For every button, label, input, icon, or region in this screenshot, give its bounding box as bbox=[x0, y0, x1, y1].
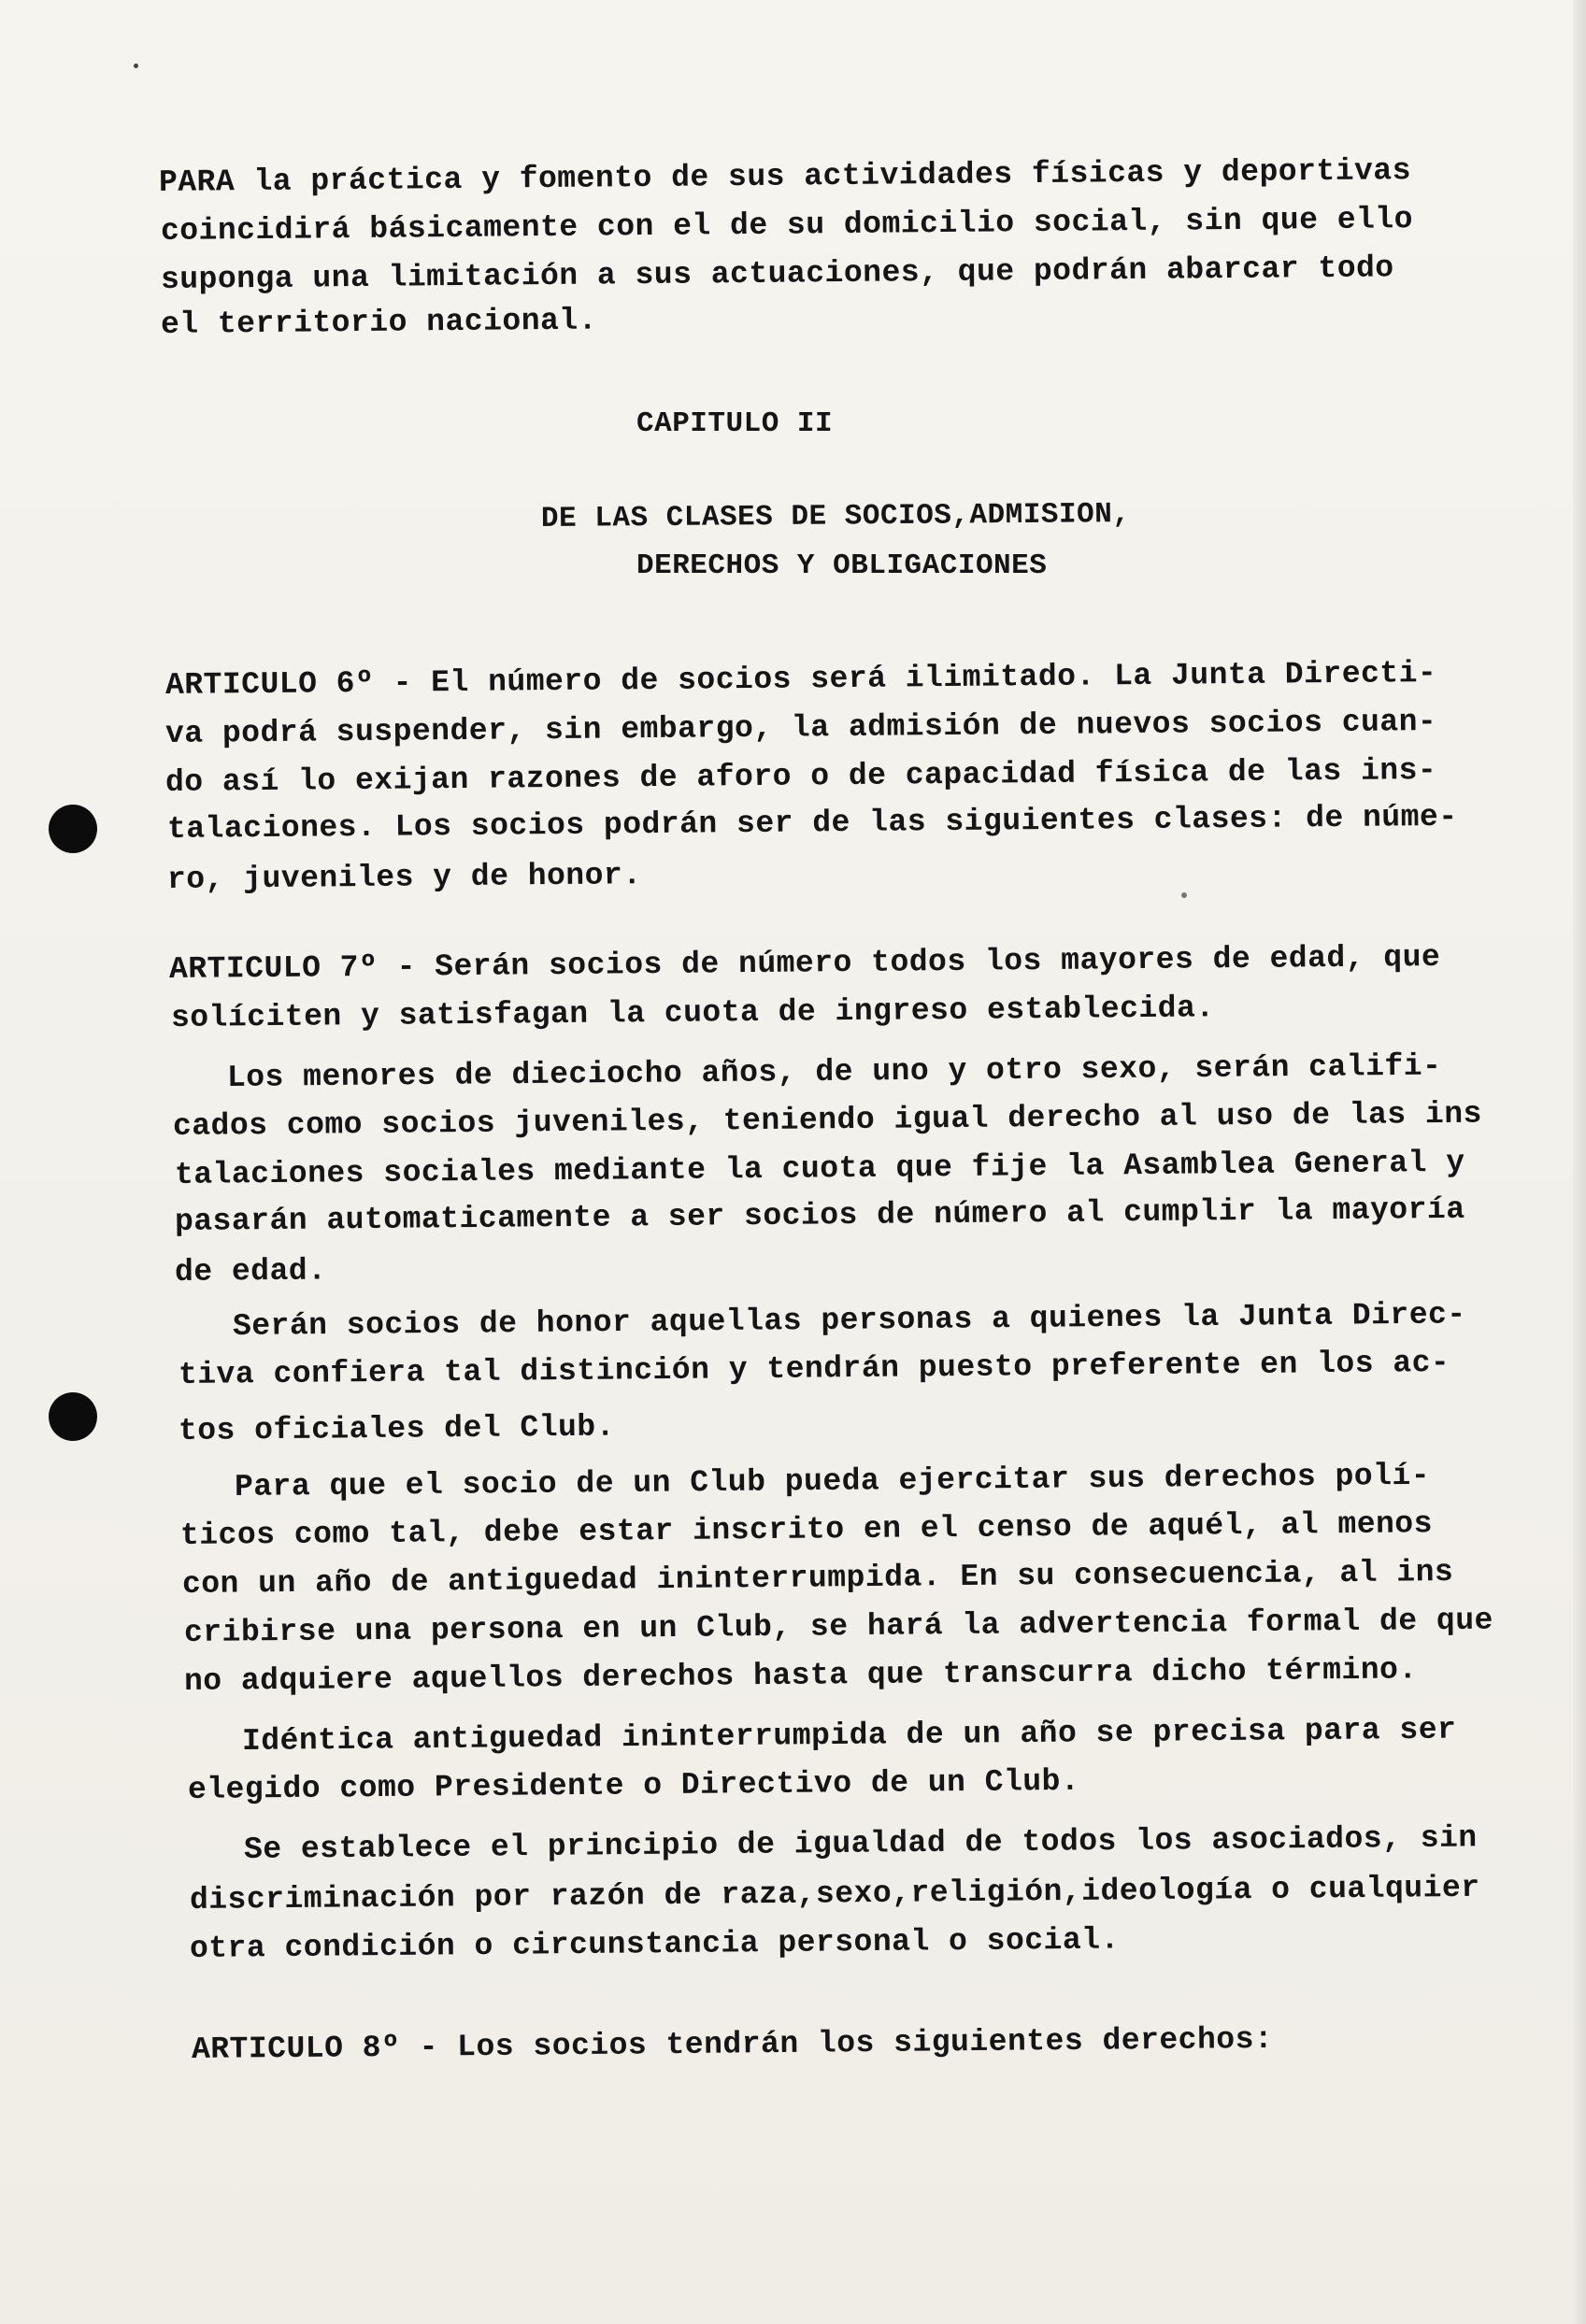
article-7-p2-line-1: Serán socios de honor aquellas personas a quienes la Junta Direc- bbox=[232, 1297, 1466, 1344]
article-7-p3-line-5: no adquiere aquellos derechos hasta que transcurra dicho término. bbox=[183, 1652, 1418, 1699]
punch-hole-top bbox=[49, 805, 97, 853]
intro-line-2: coincidirá básicamente con el de su domicilio social, sin que ello bbox=[160, 202, 1414, 249]
article-7-p3-line-1: Para que el socio de un Club pueda ejercitar sus derechos polí- bbox=[234, 1458, 1431, 1504]
ink-speck bbox=[134, 64, 138, 68]
article-7-p3-line-3: con un año de antiguedad ininterrumpida. En su consecuencia, al ins bbox=[181, 1554, 1454, 1602]
punch-hole-bottom bbox=[49, 1392, 97, 1441]
article-7-p5-line-3: otra condición o circunstancia personal o social. bbox=[189, 1922, 1120, 1966]
article-7-p1-line-2: cados como socios juveniles, teniendo igual derecho al uso de las ins bbox=[172, 1096, 1483, 1144]
article-6-line-2: va podrá suspender, sin embargo, la admisión de nuevos socios cuan- bbox=[164, 704, 1437, 751]
article-7-p3-line-2: ticos como tal, debe estar inscrito en el censo de aquél, al menos bbox=[179, 1506, 1434, 1553]
article-7-p5-line-1: Se establece el principio de igualdad de todos los asociados, sin bbox=[243, 1820, 1478, 1867]
intro-line-1: PARA la práctica y fomento de sus actividades físicas y deportivas bbox=[158, 153, 1412, 200]
article-7-p2-line-2: tiva confiera tal distinción y tendrán puesto preferente en los ac- bbox=[178, 1345, 1450, 1392]
intro-line-4: el territorio nacional. bbox=[160, 303, 598, 342]
article-7-p1-line-5: de edad. bbox=[174, 1253, 327, 1290]
chapter-number: CAPITULO II bbox=[636, 407, 834, 440]
ink-speck bbox=[1181, 892, 1187, 898]
article-6-line-1: ARTICULO 6º - El número de socios será ilimitado. La Junta Directi- bbox=[164, 655, 1437, 703]
page-edge bbox=[1573, 0, 1586, 2324]
article-7-line-2: solíciten y satisfagan la cuota de ingreso establecida. bbox=[170, 991, 1215, 1035]
article-6-line-5: ro, juveniles y de honor. bbox=[166, 858, 642, 897]
article-7-p5-line-2: discriminación por razón de raza,sexo,religión,ideología o cualquier bbox=[189, 1870, 1480, 1918]
chapter-title-line-2: DERECHOS Y OBLIGACIONES bbox=[636, 549, 1048, 582]
article-7-p2-line-3: tos oficiales del Club. bbox=[178, 1409, 616, 1448]
article-7-p1-line-4: pasarán automaticamente a ser socios de número al cumplir la mayoría bbox=[174, 1191, 1465, 1239]
article-6-line-3: do así lo exijan razones de aforo o de capacidad física de las ins- bbox=[164, 752, 1437, 800]
article-7-p3-line-4: cribirse una persona en un Club, se hará la advertencia formal de que bbox=[183, 1603, 1494, 1650]
article-7-p4-line-2: elegido como Presidente o Directivo de un Club. bbox=[187, 1763, 1080, 1807]
article-7-p1-line-1: Los menores de dieciocho años, de uno y otro sexo, serán califi- bbox=[226, 1048, 1442, 1095]
chapter-title-line-1: DE LAS CLASES DE SOCIOS,ADMISION, bbox=[540, 498, 1131, 535]
intro-line-3: suponga una limitación a sus actuaciones, que podrán abarcar todo bbox=[160, 250, 1394, 297]
article-7-p1-line-3: talaciones sociales mediante la cuota que fije la Asamblea General y bbox=[174, 1145, 1465, 1192]
article-6-line-4: talaciones. Los socios podrán ser de las siguientes clases: de núme- bbox=[166, 799, 1458, 847]
article-7-p4-line-1: Idéntica antiguedad ininterrumpida de un año se precisa para ser bbox=[241, 1712, 1457, 1759]
article-8-line-1: ARTICULO 8º - Los socios tendrán los siguientes derechos: bbox=[191, 2021, 1274, 2067]
article-7-line-1: ARTICULO 7º - Serán socios de número todos los mayores de edad, que bbox=[168, 939, 1441, 987]
